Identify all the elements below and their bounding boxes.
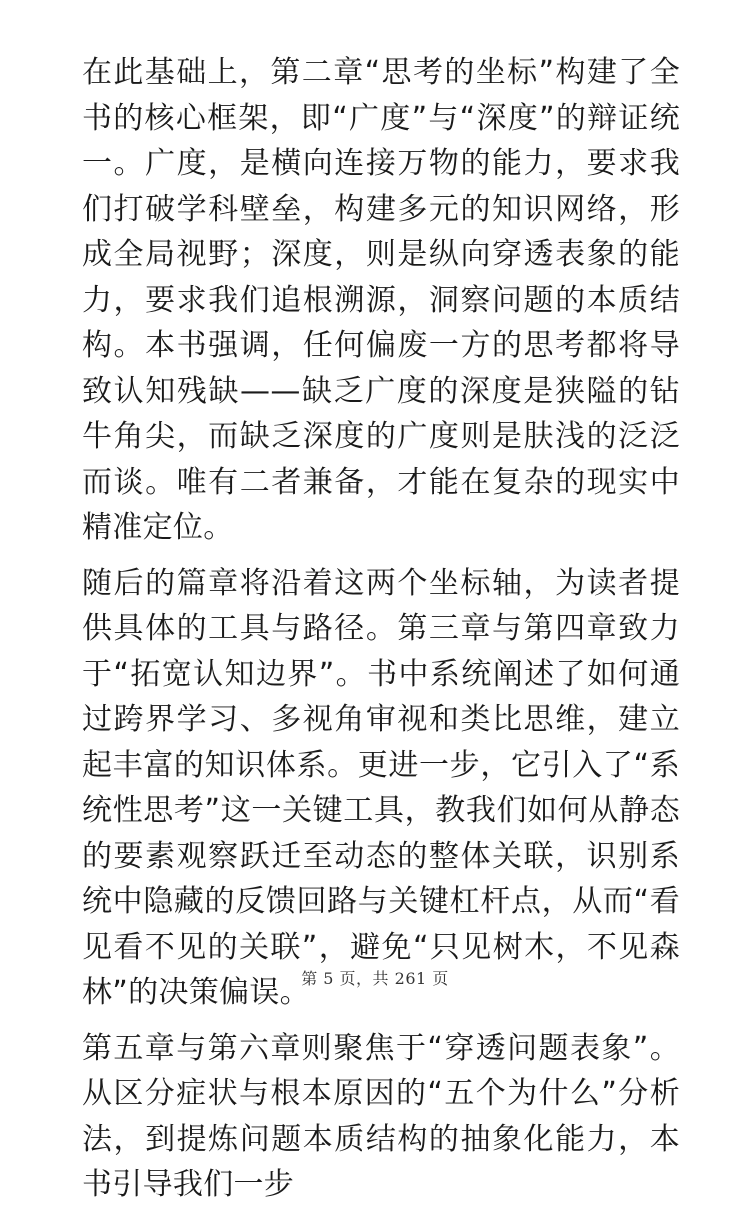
paragraph-2: 随后的篇章将沿着这两个坐标轴，为读者提供具体的工具与路径。第三章与第四章致力于“拓宽认知边界”。书中系统阐述了如何通过跨界学习、多视角审视和类比思维，建立起丰富的知识体系。更进一步，它引入了“系统性思考”这一关键工具，教我们如何从静态的要素观察跃迁至动态的整体关联，识别系统中隐藏的反馈回路与关键杠杆点，从而“看见看不见的关联”，避免“只见树木，不见森林”的决策偏误。 — [82, 565, 680, 1010]
paragraph-3: 第五章与第六章则聚焦于“穿透问题表象”。从区分症状与根本原因的“五个为什么”分析法，到提炼问题本质结构的抽象化能力，本书引导我们一步 — [82, 1030, 680, 1202]
paragraph-1: 在此基础上，第二章“思考的坐标”构建了全书的核心框架，即“广度”与“深度”的辩证统一。广度，是横向连接万物的能力，要求我们打破学科壁垒，构建多元的知识网络，形成全局视野；深度，则是纵向穿透表象的能力，要求我们追根溯源，洞察问题的本质结构。本书强调，任何偏废一方的思考都将导致认知残缺——缺乏广度的深度是狭隘的钻牛角尖，而缺乏深度的广度则是肤浅的泛泛而谈。唯有二者兼备，才能在复杂的现实中精准定位。 — [82, 55, 680, 545]
page-number-footer: 第 5 页，共 261 页 — [301, 969, 449, 988]
